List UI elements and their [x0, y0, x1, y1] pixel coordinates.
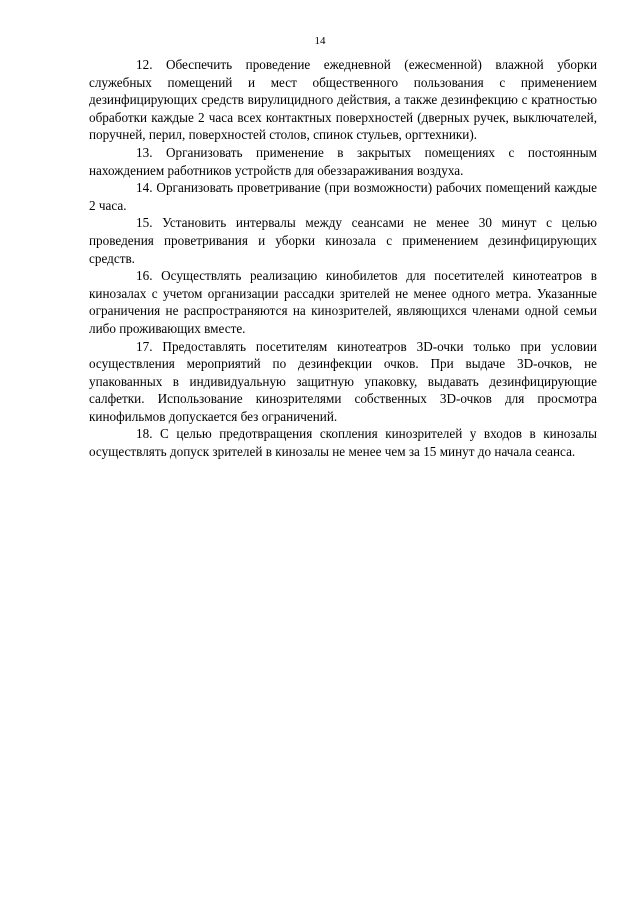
document-body — [89, 56, 597, 461]
page-number: 14 — [314, 35, 326, 47]
paragraph-15: 15. Установить интервалы между сеансами не менее 30 минут с целью проведения проветривания и уборки кинозала с применением дезинфицирующих средств. — [89, 215, 597, 266]
paragraph-14: 14. Организовать проветривание (при возможности) рабочих помещений каждые 2 часа. — [89, 180, 597, 213]
paragraph-13: 13. Организовать применение в закрытых помещениях с постоянным нахождением работников устройств для обеззараживания воздуха. — [89, 144, 597, 178]
paragraph-12: 12. Обеспечить проведение ежедневной (ежесменной) влажной уборки служебных помещений и мест общественного пользования с применением дезинфицирующих средств вирулицидного действия, а также дезинфекцию с кратностью обработки каждые 2 часа всех контактных поверхностей (дверных ручек, выключателей, поручней, перил, поверхностей столов, спинок стульев, оргтехники). — [89, 57, 597, 143]
paragraph-18: 18. С целью предотвращения скопления кинозрителей у входов в кинозалы осуществлять допуск зрителей в кинозалы не менее чем за 15 минут до начала сеанса. — [89, 426, 597, 460]
paragraph-17: 17. Предоставлять посетителям кинотеатров 3D-очки только при условии осуществления мероприятий по дезинфекции очков. При выдаче 3D-очков, не упакованных в индивидуальную защитную упаковку, выдавать дезинфицирующие салфетки. Использование кинозрителями собственных 3D-очков для просмотра кинофильмов допускается без ограничений. — [89, 338, 597, 424]
paragraph-16: 16. Осуществлять реализацию кинобилетов для посетителей кинотеатров в кинозалах с учетом организации рассадки зрителей не менее одного метра. Указанные ограничения не распространяются на кинозрителей, являющихся членами одной семьи либо проживающих вместе. — [89, 268, 597, 336]
